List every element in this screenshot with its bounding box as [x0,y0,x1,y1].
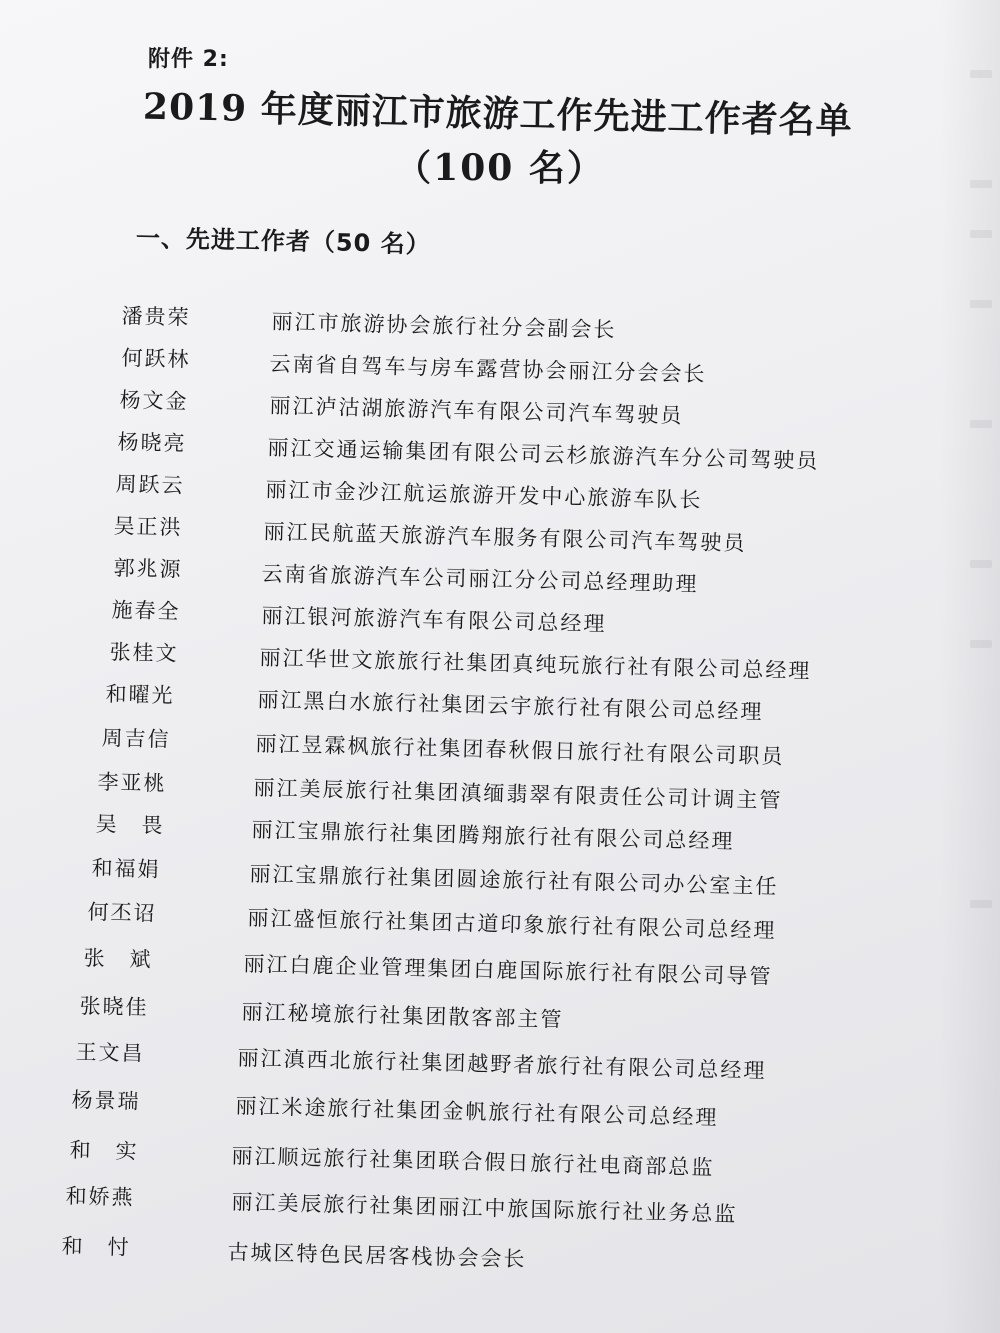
worker-name: 王文昌 [75,1039,145,1066]
document-subtitle: （100 名） [395,147,605,189]
worker-name: 周吉信 [101,725,171,752]
worker-name: 杨文金 [119,387,189,414]
worker-position: 丽江银河旅游汽车有限公司总经理 [261,603,607,637]
worker-position: 丽江顺远旅行社集团联合假日旅行社电商部总监 [231,1143,715,1180]
worker-position: 丽江市旅游协会旅行社分会副会长 [271,309,617,343]
worker-position: 丽江白鹿企业管理集团白鹿国际旅行社有限公司导管 [243,951,773,989]
worker-position: 丽江泸沽湖旅游汽车有限公司汽车驾驶员 [269,393,684,428]
worker-name: 吴正洪 [113,513,183,540]
worker-position: 丽江民航蓝天旅游汽车服务有限公司汽车驾驶员 [263,519,747,556]
worker-position: 丽江米途旅行社集团金帆旅行社有限公司总经理 [235,1094,719,1130]
worker-position: 丽江市金沙江航运旅游开发中心旅游车队长 [265,477,703,513]
worker-position: 丽江宝鼎旅行社集团圆途旅行社有限公司办公室主任 [249,861,779,899]
worker-name: 杨景瑞 [71,1087,141,1114]
worker-position: 云南省自驾车与房车露营协会丽江分会会长 [269,351,707,387]
worker-position: 丽江宝鼎旅行社集团腾翔旅行社有限公司总经理 [251,817,735,854]
worker-name: 潘贵荣 [121,303,191,330]
worker-name: 和 忖 [61,1233,131,1260]
worker-name: 何丕诏 [87,899,157,926]
worker-position: 丽江盛恒旅行社集团古道印象旅行社有限公司总经理 [247,905,777,943]
document-title-text: 2019 年度丽江市旅游工作先进工作者名单 [142,85,854,143]
worker-name: 施春全 [111,597,181,624]
worker-position: 丽江交通运输集团有限公司云杉旅游汽车分公司驾驶员 [267,435,820,474]
worker-name: 和娇燕 [65,1183,135,1210]
worker-name: 张 斌 [83,945,153,972]
worker-position: 云南省旅游汽车公司丽江分公司总经理助理 [261,561,699,597]
attachment-label: 附件 2: [148,47,229,72]
worker-name: 和曜光 [105,681,175,708]
worker-position: 丽江美辰旅行社集团滇缅翡翠有限责任公司计调主管 [253,775,783,813]
worker-position: 丽江华世文旅旅行社集团真纯玩旅行社有限公司总经理 [259,645,812,684]
section-heading: 一、先进工作者（50 名） [135,224,431,259]
worker-name: 何跃林 [121,345,191,372]
worker-name: 和福娟 [91,855,161,882]
worker-name: 吴 畏 [95,811,165,838]
worker-position: 古城区特色民居客栈协会会长 [227,1240,527,1272]
worker-name: 李亚桃 [97,769,167,796]
document-title [0,85,1000,143]
worker-position: 丽江美辰旅行社集团丽江中旅国际旅行社业务总监 [231,1190,738,1227]
worker-name: 张晓佳 [79,993,149,1020]
worker-position: 丽江昱霖枫旅行社集团春秋假日旅行社有限公司职员 [255,731,785,769]
bleed-through-marks [960,0,1000,1333]
worker-position: 丽江滇西北旅行社集团越野者旅行社有限公司总经理 [237,1045,767,1083]
worker-position: 丽江黑白水旅行社集团云宇旅行社有限公司总经理 [257,687,764,725]
worker-name: 郭兆源 [113,555,183,582]
worker-name: 周跃云 [115,471,185,498]
worker-position: 丽江秘境旅行社集团散客部主管 [241,999,564,1032]
worker-name: 杨晓亮 [117,429,187,456]
worker-name: 张桂文 [109,639,179,666]
worker-name: 和 实 [69,1137,139,1164]
